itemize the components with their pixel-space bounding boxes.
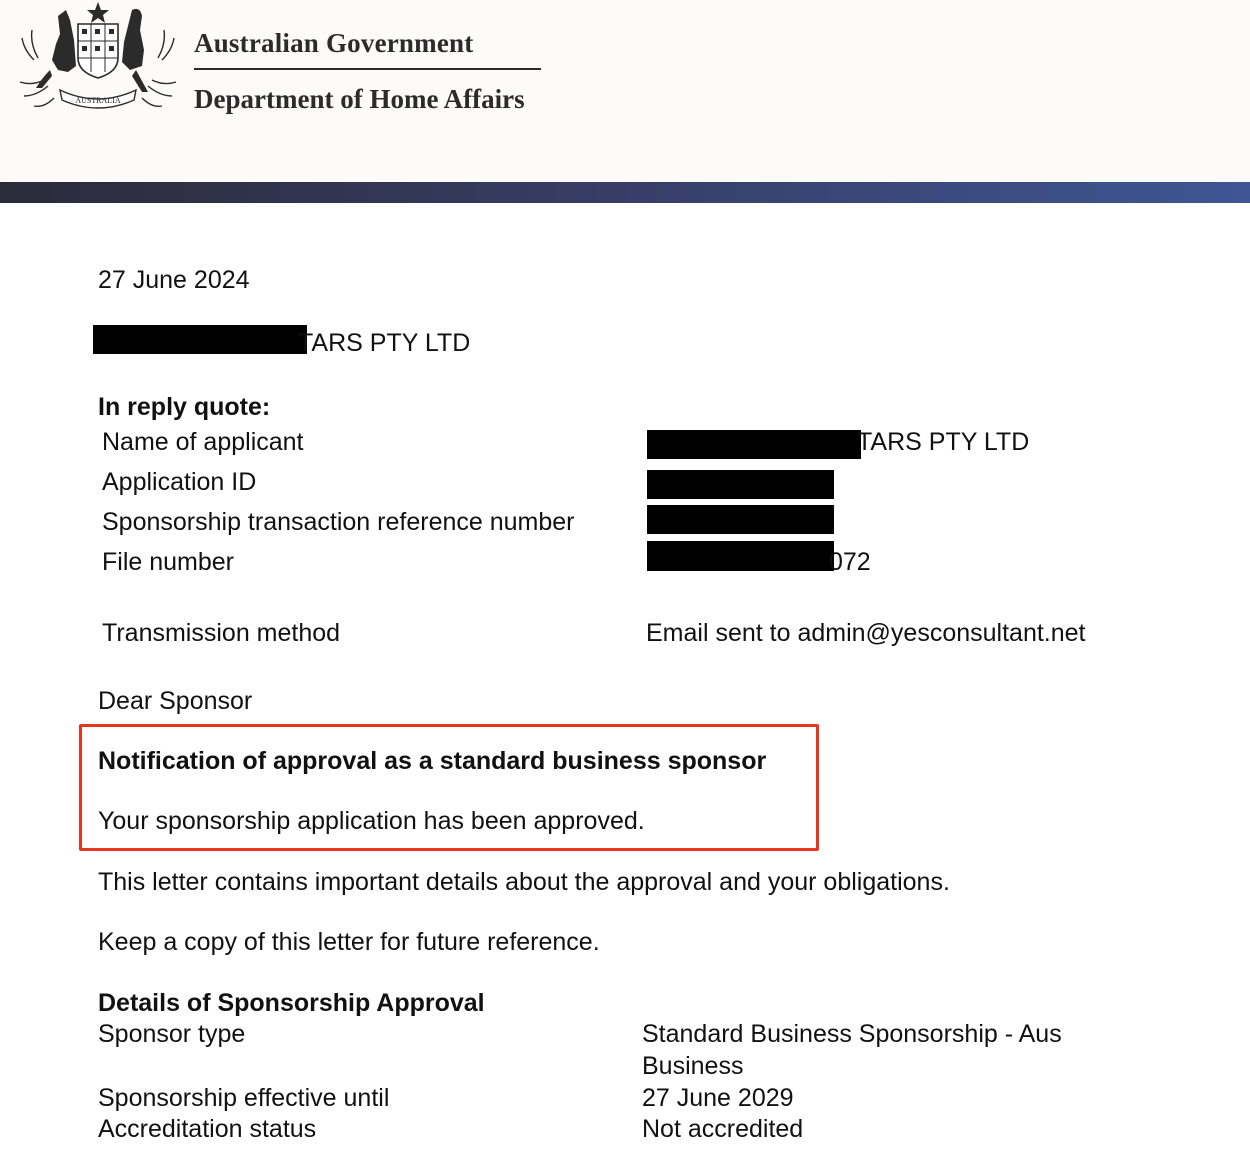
redaction-bar [647, 430, 861, 459]
government-name: Australian Government [194, 28, 474, 58]
approval-statement: Your sponsorship application has been approved. [98, 807, 645, 835]
reply-label-file-number: File number [102, 548, 234, 576]
obligations-paragraph: This letter contains important details about the approval and your obligations. [98, 868, 950, 896]
details-heading: Details of Sponsorship Approval [98, 989, 485, 1017]
transmission-label: Transmission method [102, 619, 341, 647]
redaction-bar [647, 505, 834, 534]
detail-value-sponsor-type-cont: Business [642, 1052, 744, 1080]
department-name: Department of Home Affairs [194, 84, 525, 114]
reply-value-applicant: TARS PTY LTD [857, 428, 1030, 456]
redaction-bar [647, 541, 834, 571]
header-color-band [0, 182, 1250, 203]
detail-value-accreditation: Not accredited [642, 1115, 804, 1143]
redaction-bar [647, 470, 834, 499]
crest-scroll-text: AUSTRALIA [75, 96, 121, 105]
reply-value-file-number: 072 [829, 548, 871, 576]
letter-date: 27 June 2024 [98, 266, 250, 294]
salutation: Dear Sponsor [98, 687, 253, 715]
addressee-name: TARS PTY LTD [298, 329, 471, 357]
detail-label-sponsor-type: Sponsor type [98, 1020, 246, 1048]
detail-label-accreditation: Accreditation status [98, 1115, 317, 1143]
reply-label-applicant: Name of applicant [102, 428, 304, 456]
reply-quote-heading: In reply quote: [98, 393, 271, 421]
coat-of-arms-icon [14, 0, 182, 118]
notification-heading: Notification of approval as a standard business sponsor [98, 747, 767, 775]
letterhead [0, 0, 1250, 182]
redaction-bar [93, 325, 307, 354]
keep-copy-paragraph: Keep a copy of this letter for future reference. [98, 928, 600, 956]
detail-value-sponsor-type: Standard Business Sponsorship - Aus [642, 1020, 1062, 1048]
reply-label-application-id: Application ID [102, 468, 257, 496]
transmission-value: Email sent to admin@yesconsultant.net [646, 619, 1086, 647]
detail-label-effective-until: Sponsorship effective until [98, 1084, 390, 1112]
detail-value-effective-until: 27 June 2029 [642, 1084, 794, 1112]
letterhead-divider [194, 68, 541, 70]
reply-label-transaction-ref: Sponsorship transaction reference number [102, 508, 575, 536]
